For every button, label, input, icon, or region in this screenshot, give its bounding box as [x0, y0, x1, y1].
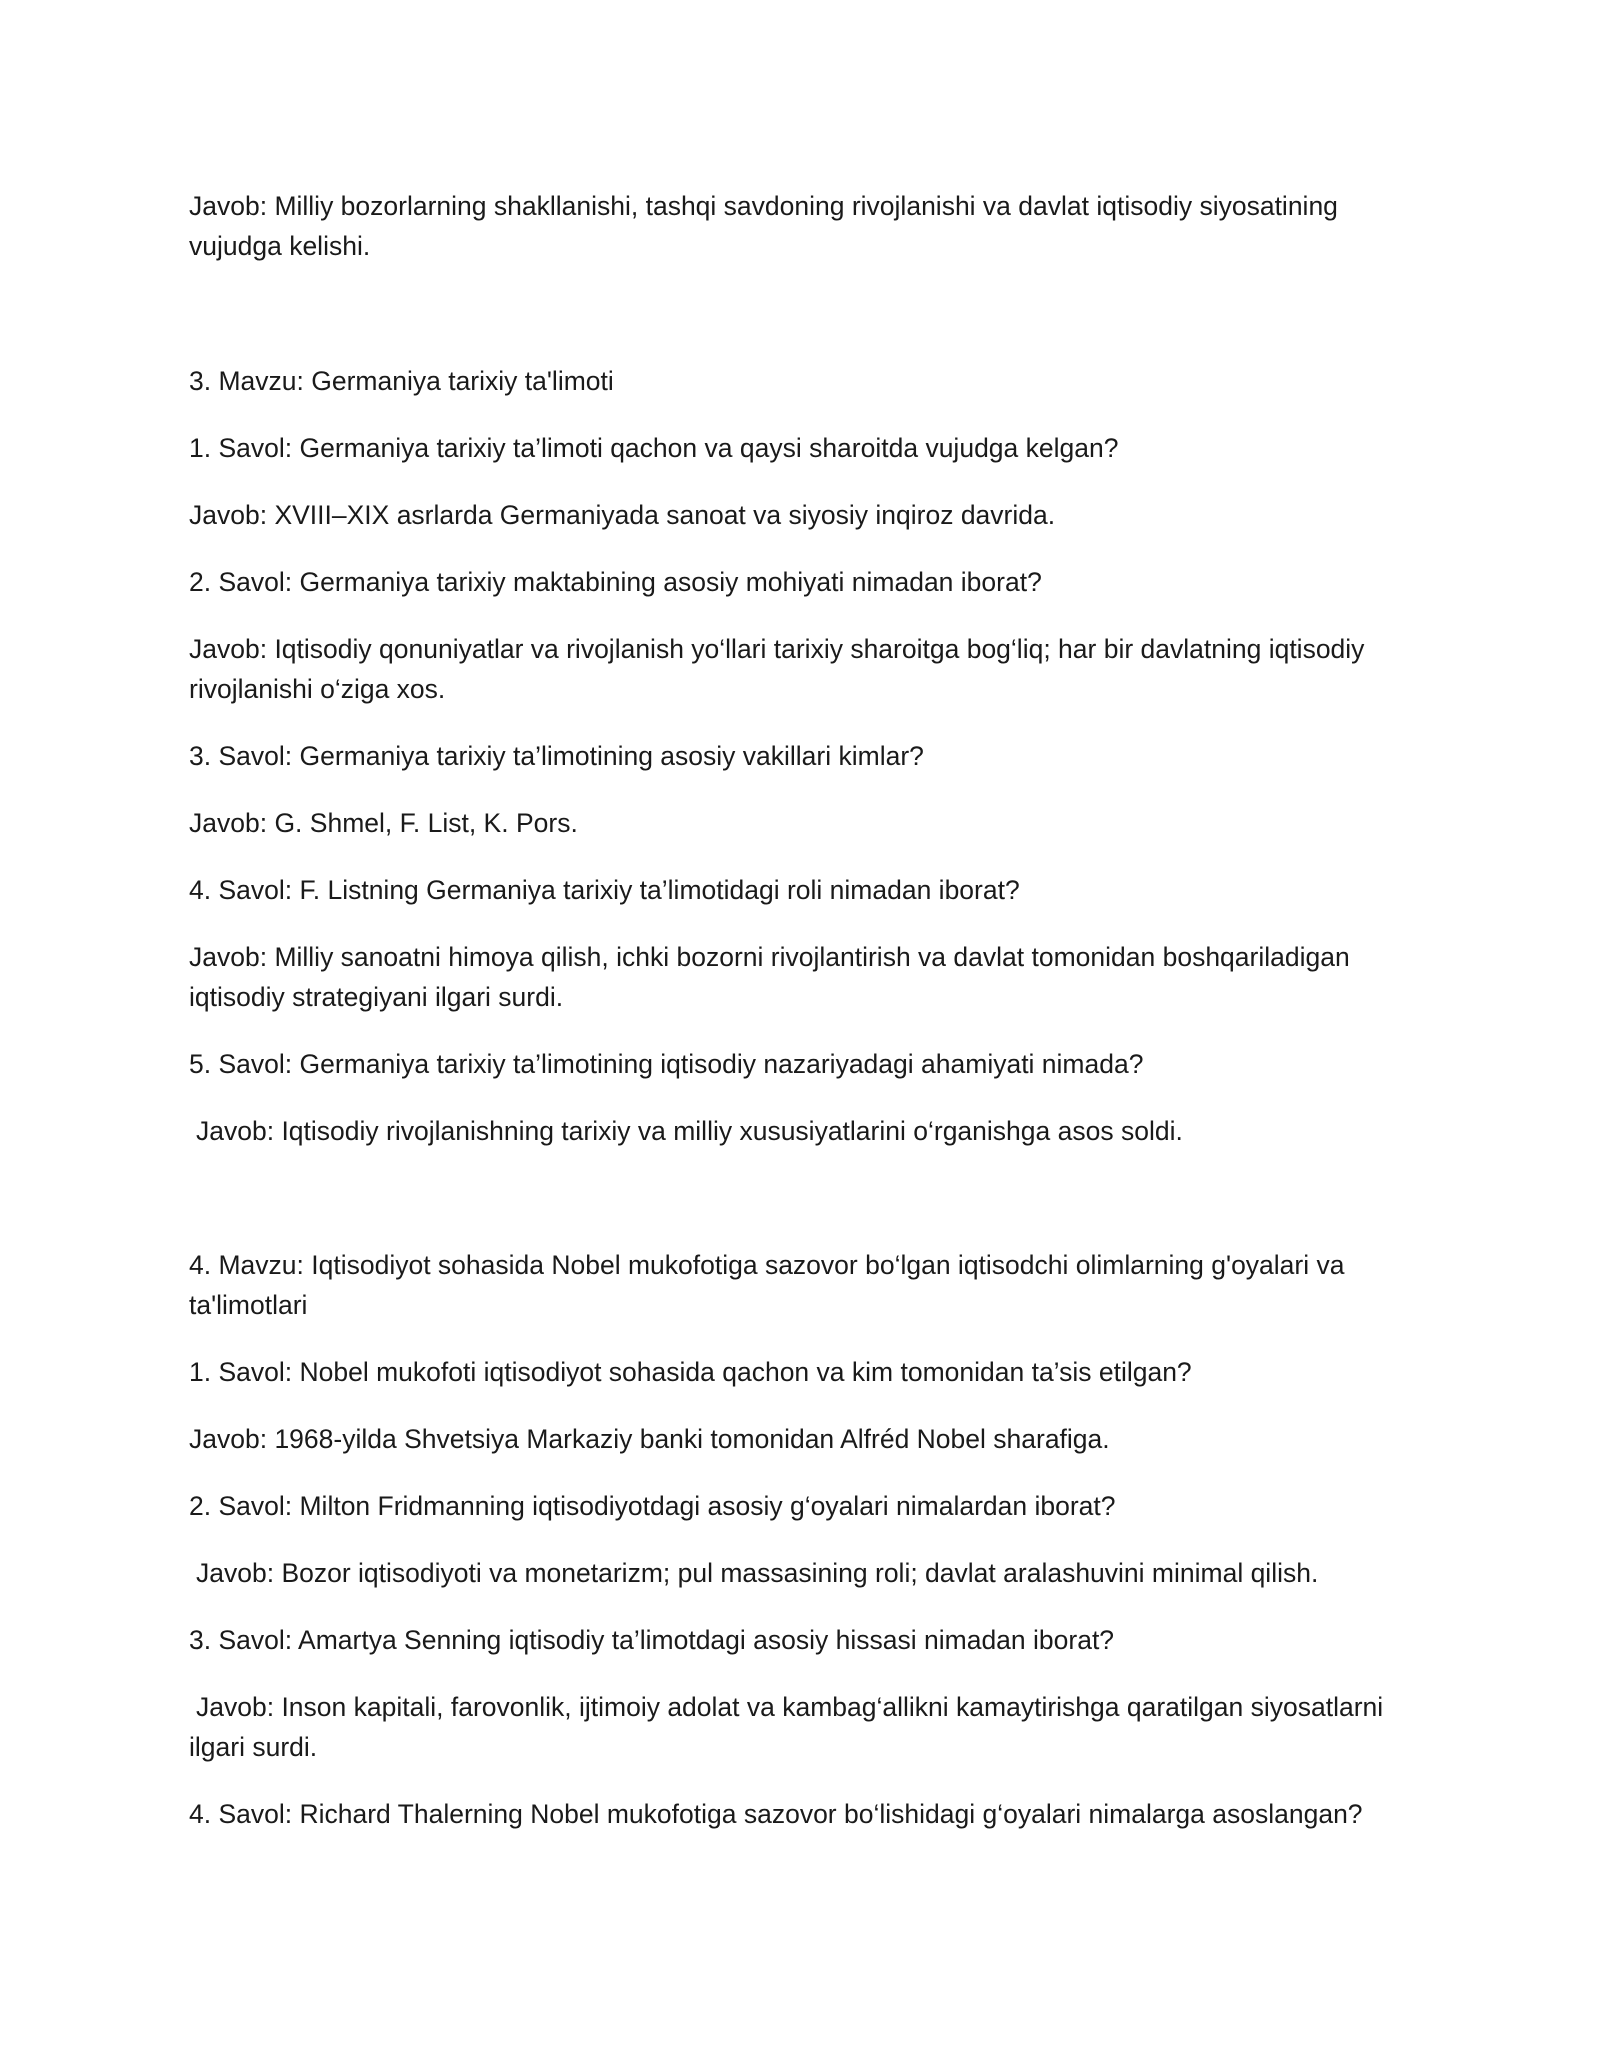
- topic4-answer-3-line-1: Javob: Inson kapitali, farovonlik, ijtimoiy adolat va kambag‘allikni kamaytirishga qaratilgan siyosatlarni: [196, 1692, 1384, 1722]
- intro-answer-line-2: vujudga kelishi.: [189, 231, 371, 261]
- topic4-question-3: 3. Savol: Amartya Senning iqtisodiy ta’limotdagi asosiy hissasi nimadan iborat?: [189, 1625, 1115, 1655]
- topic4-answer-3-line-2: ilgari surdi.: [189, 1732, 318, 1762]
- topic3-answer-4-line-1: Javob: Milliy sanoatni himoya qilish, ichki bozorni rivojlantirish va davlat tomonidan boshqariladigan: [189, 942, 1350, 972]
- intro-answer-line-1: Javob: Milliy bozorlarning shakllanishi, tashqi savdoning rivojlanishi va davlat iqtisodiy siyosatining: [189, 191, 1338, 221]
- topic4-question-2: 2. Savol: Milton Fridmanning iqtisodiyotdagi asosiy g‘oyalari nimalardan iborat?: [189, 1491, 1116, 1521]
- topic3-answer-5: Javob: Iqtisodiy rivojlanishning tarixiy va milliy xususiyatlarini o‘rganishga asos soldi.: [196, 1116, 1183, 1146]
- topic3-answer-1: Javob: XVIII–XIX asrlarda Germaniyada sanoat va siyosiy inqiroz davrida.: [189, 500, 1056, 530]
- topic3-question-3: 3. Savol: Germaniya tarixiy ta’limotining asosiy vakillari kimlar?: [189, 741, 924, 771]
- topic3-answer-2-line-2: rivojlanishi o‘ziga xos.: [189, 674, 446, 704]
- topic3-question-5: 5. Savol: Germaniya tarixiy ta’limotining iqtisodiy nazariyadagi ahamiyati nimada?: [189, 1049, 1144, 1079]
- topic3-question-1: 1. Savol: Germaniya tarixiy ta’limoti qachon va qaysi sharoitda vujudga kelgan?: [189, 433, 1119, 463]
- topic4-heading-line-1: 4. Mavzu: Iqtisodiyot sohasida Nobel mukofotiga sazovor bo‘lgan iqtisodchi olimlarning g'oyalari va: [189, 1250, 1345, 1280]
- topic4-answer-1: Javob: 1968-yilda Shvetsiya Markaziy banki tomonidan Alfréd Nobel sharafiga.: [189, 1424, 1110, 1454]
- topic4-question-4: 4. Savol: Richard Thalerning Nobel mukofotiga sazovor bo‘lishidagi g‘oyalari nimalarga asoslangan?: [189, 1799, 1363, 1829]
- topic3-heading: 3. Mavzu: Germaniya tarixiy ta'limoti: [189, 366, 614, 396]
- topic3-answer-3: Javob: G. Shmel, F. List, K. Pors.: [189, 808, 578, 838]
- topic4-heading-line-2: ta'limotlari: [189, 1290, 308, 1320]
- topic3-answer-2-line-1: Javob: Iqtisodiy qonuniyatlar va rivojlanish yo‘llari tarixiy sharoitga bog‘liq; har bir davlatning iqtisodiy: [189, 634, 1365, 664]
- topic4-question-1: 1. Savol: Nobel mukofoti iqtisodiyot sohasida qachon va kim tomonidan ta’sis etilgan?: [189, 1357, 1192, 1387]
- topic3-answer-4-line-2: iqtisodiy strategiyani ilgari surdi.: [189, 982, 564, 1012]
- topic4-answer-2: Javob: Bozor iqtisodiyoti va monetarizm; pul massasining roli; davlat aralashuvini minimal qilish.: [196, 1558, 1319, 1588]
- topic3-question-2: 2. Savol: Germaniya tarixiy maktabining asosiy mohiyati nimadan iborat?: [189, 567, 1042, 597]
- topic3-question-4: 4. Savol: F. Listning Germaniya tarixiy ta’limotidagi roli nimadan iborat?: [189, 875, 1020, 905]
